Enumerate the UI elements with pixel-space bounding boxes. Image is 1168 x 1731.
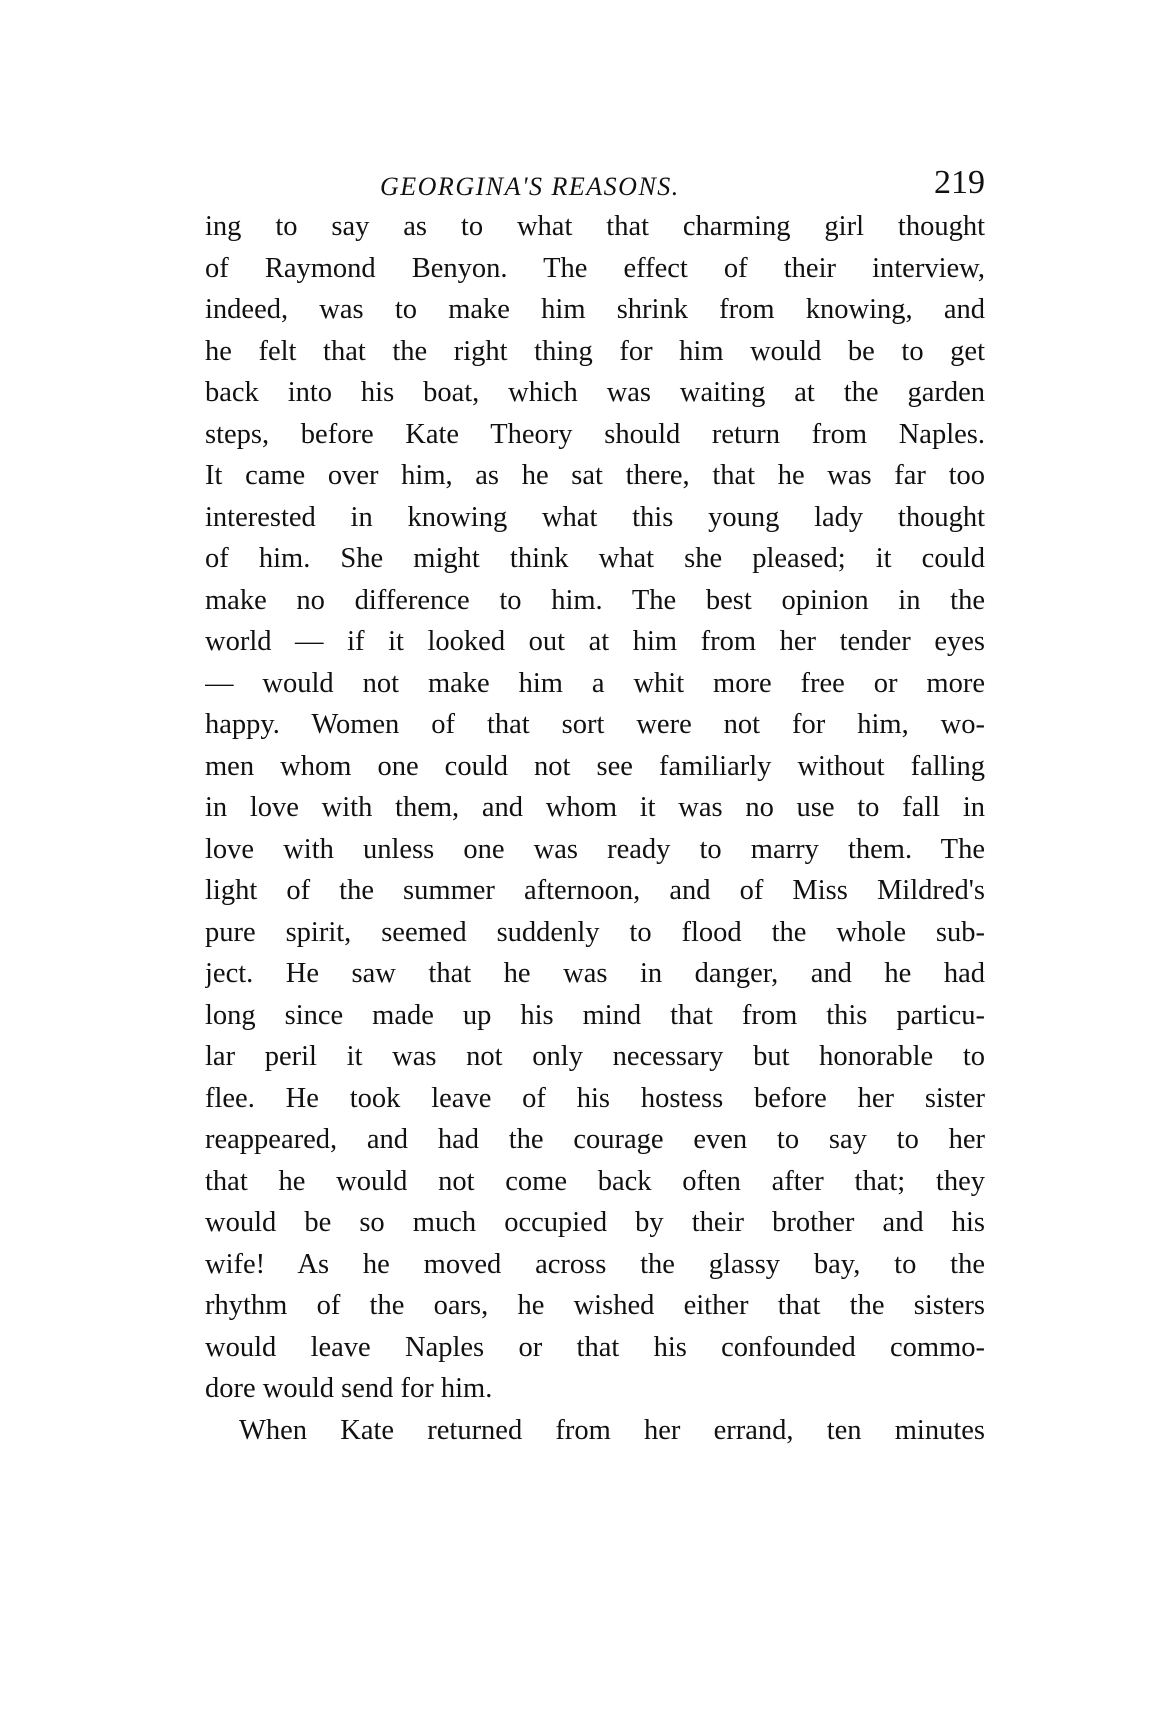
text-line: would be so much occupied by their brother and his: [205, 1207, 985, 1238]
text-line: indeed, was to make him shrink from knowing, and: [205, 294, 985, 325]
text-line: make no difference to him. The best opinion in the: [205, 584, 985, 616]
text-line: love with unless one was ready to marry them. The: [205, 833, 985, 865]
text-line: happy. Women of that sort were not for him, wo-: [205, 709, 985, 740]
text-line: lar peril it was not only necessary but honorable to: [205, 1041, 985, 1072]
text-line: of him. She might think what she pleased; it could: [205, 543, 985, 574]
paragraph-1: [205, 206, 985, 1410]
text-line: It came over him, as he sat there, that he was far too: [205, 460, 985, 491]
text-line: of Raymond Benyon. The effect of their interview,: [205, 252, 985, 284]
text-line: pure spirit, seemed suddenly to flood the whole sub-: [205, 916, 985, 948]
running-head: [205, 164, 985, 208]
text-line: interested in knowing what this young lady thought: [205, 501, 985, 533]
text-line: ing to say as to what that charming girl thought: [205, 211, 985, 242]
text-line: would leave Naples or that his confounded commo-: [205, 1331, 985, 1363]
text-line: wife! As he moved across the glassy bay, to the: [205, 1248, 985, 1280]
text-line: men whom one could not see familiarly without falling: [205, 750, 985, 782]
page-number: 219: [934, 164, 985, 201]
text-line: When Kate returned from her errand, ten minutes: [239, 1414, 985, 1446]
text-line: flee. He took leave of his hostess before her sister: [205, 1082, 985, 1114]
text-line: back into his boat, which was waiting at the garden: [205, 377, 985, 408]
text-line: that he would not come back often after that; they: [205, 1165, 985, 1197]
text-line: reappeared, and had the courage even to say to her: [205, 1124, 985, 1155]
running-title: GEORGINA'S REASONS.: [380, 172, 680, 201]
text-line: rhythm of the oars, he wished either that the sisters: [205, 1290, 985, 1321]
text-line: world — if it looked out at him from her tender eyes: [205, 626, 985, 657]
text-line: ject. He saw that he was in danger, and he had: [205, 958, 985, 989]
text-line: in love with them, and whom it was no use to fall in: [205, 792, 985, 823]
text-line: he felt that the right thing for him would be to get: [205, 335, 985, 367]
text-line: long since made up his mind that from this particu-: [205, 999, 985, 1031]
body-text: [205, 206, 985, 1451]
paragraph-2: [205, 1410, 985, 1452]
text-line: light of the summer afternoon, and of Miss Mildred's: [205, 875, 985, 906]
text-line: steps, before Kate Theory should return from Naples.: [205, 418, 985, 450]
text-line: dore would send for him.: [205, 1373, 493, 1404]
text-line: — would not make him a whit more free or more: [205, 667, 985, 699]
